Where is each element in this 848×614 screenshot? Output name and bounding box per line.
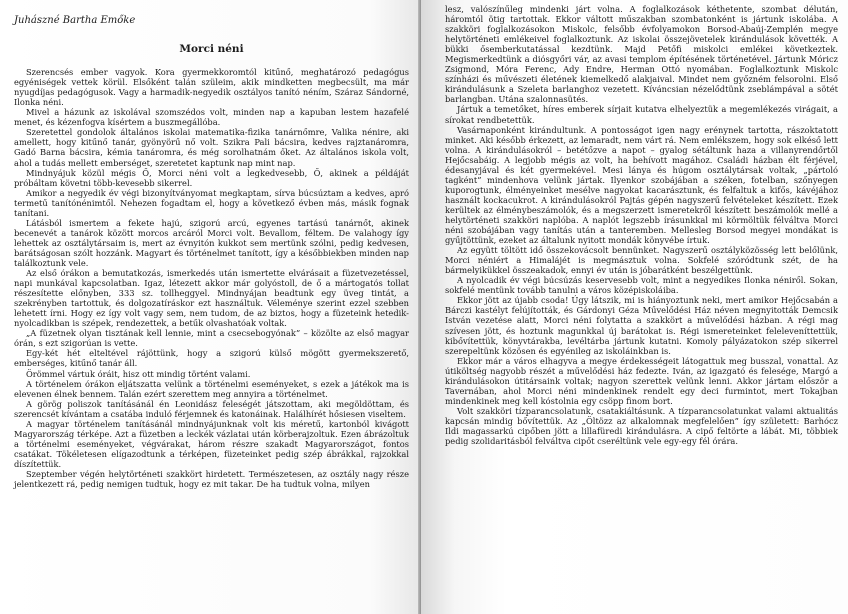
paragraph: A nyolcadik év végi búcsúzás keservesebb volt, mint a negyedikes Ilonka néniről. Sokan, sokfelé mentünk tovább tanulni a város középiskoláiba. (445, 275, 838, 296)
paragraph: „A füzetnek olyan tisztának kell lennie, mint a csecsebogyónak” – közölte az első magyar órán, s ezt szigorúan is vette. (14, 328, 409, 349)
paragraph: Szeretettel gondolok általános iskolai matematika-fizika tanárnőmre, Valika nénire, aki amellett, hogy kitűnő tanár, gyönyörű nő volt. Szikra Pali bácsira, kedves rajztanáromra, Gadó Barna bácsira, kémia tanáromra, és még sorolhatnám őket. Az általános iskola volt, ahol a tudás mellett emberséget, szeretetet kaptunk nap mint nap. (14, 127, 409, 168)
paragraph: Mivel a házunk az iskolával szomszédos volt, minden nap a kapuban lestem hazafelé menet, és kézenfogva kísértem a buszmegállóba. (14, 107, 409, 128)
paragraph: Látásból ismertem a fekete hajú, szigorú arcú, egyenes tartású tanárnőt, akinek becenevét a tanárok között morcos arcáról Morci volt. Bevallom, féltem. De valahogy így lehettek az osztálytársaim is, mert az évnyitón kukkot sem mertünk szólni, pedig kedvesen, barátságosan szólt hozzánk. Magyart és történelmet tanított, így a későbbiekben minden nap találkoztunk vele. (14, 217, 409, 268)
paragraph: Szeptember végén helytörténeti szakkört hirdetett. Természetesen, az osztály nagy része jelentkezett rá, pedig nemigen tudtuk, hogy ez mit takar. De ha tudtuk volna, milyen (14, 468, 409, 490)
running-head-author: Juhászné Bartha Emőke (14, 15, 136, 26)
paragraph-continued: lesz, valószínűleg mindenki járt volna. A foglalkozások kéthetente, szombat délután, háromtól ötig tartottak. Ekkor váltott műszakban szombatonként is jártunk iskolába. A szakköri foglalkozásokon Miskolc, felsőbb évfolyamokon Borsod-Abaúj-Zemplén megye helytörténeti emlékeivel foglalkoztunk. Az iskolai összejövetelek kirándulások követték. A bükki ősemberkutatással kezdtünk. Majd Petőfi miskolci emlékei következtek. Megismerkedtünk a diósgyőri vár, az avasi templom építésének történetével. Jártunk Móricz Zsigmond, Móra Ferenc, Ady Endre, Herman Ottó nyomában. Foglalkoztunk Miskolc színházi és művészeti életének kiemelkedő alakjaival. Mindet nem győzném felsorolni. Első kirándulásunk a Szeleta barlanghoz vezetett. Kíváncsian nézelődtünk zseblámpával a sötét barlangban. Utána szalonnasütés. (445, 4, 838, 105)
paragraph: A magyar történelem tanításánál mindnyájunknak volt kis méretű, kartonból kivágott Magyarország térképe. Azt a füzetben a leckék vázlatai után körberajzoltuk. Ezen ábrázoltuk a történelmi eseményeket, végvárakat, három részre szakadt Magyarországot, fontos csatákat. Tökéletesen elígazodtunk a térképen, füzeteinket pedig szép ábrákkal, rajzokkal díszítettük. (14, 418, 409, 469)
paragraph: Egy-két hét elteltével rájöttünk, hogy a szigorú külső mögött gyermekszerető, emberséges, kitűnő tanár áll. (14, 348, 409, 369)
paragraph: Volt szakköri tízparancsolatunk, csatakiáltásunk. A tízparancsolatunkat valami aktualitás kapcsán mindig bővítettük. Az „Öltözz az alkalomnak megfelelően” így született: Barhócz Ildi magassarkú cipőben jött a lillafüredi kirándulásra. A cipő feltörte a lábát. Mi, többiek pedig szolidaritásból felváltva cipőt cseréltünk vele egy-egy fél órára. (445, 405, 838, 447)
story-title: Morci néni (179, 43, 244, 56)
paragraph: Mindnyájuk közül mégis Ő, Morci néni volt a legkedvesebb, Ő, akinek a példáját próbáltam követni több-kevesebb sikerrel. (14, 167, 409, 188)
left-page (0, 0, 421, 614)
paragraph: Jártuk a temetőket, híres emberek sírjait kutatva elhelyeztük a megemlékezés virágait, a sírokat rendbetettük. (445, 104, 838, 125)
paragraph: A görög poliszok tanításánál én Leonidász feleségét játszottam, aki megöldöttam, és szerencsét kívántam a csatába induló férjemnek és katonáinak. Halálhírét hősiesen viseltem. (14, 398, 409, 419)
paragraph: Ekkor már a város elhagyva a megye érdekességeit látogattuk meg busszal, vonattal. Az útiköltség nagyobb részét a művelődési ház fedezte. Iván, az igazgató és felesége, Margó a kirándulásokon útitársaink voltak; nagyon szerettek velünk lenni. Akkor jártam először a Tavernában, ahol Morci néni mindenkinek rendelt egy deci furmintot, mert Tokajban mindenkinek meg kell kóstolnia egy csöpp finom bort. (445, 355, 838, 406)
right-page (421, 0, 848, 614)
paragraph: Az első órákon a bemutatkozás, ismerkedés után ismertette elvárásait a füzetvezetéssel, napi munkával kapcsolatban. Igaz, létezett akkor már golyóstoll, de ő a mártogatós tollat részesítette előnyben, 333 sz. tollheggyel. Mindnyájan beadtunk egy üveg tintát, a szekrényben tartottuk, és dolgozatíráskor ezt használtuk. Véleménye szerint ezzel szebben lehetett írni. Hogy ez így volt vagy sem, nem tudom, de az biztos, hogy a füzeteink hetedik-nyolcadikban is szépek, rendezettek, a betűk olvashatóak voltak. (14, 268, 409, 329)
paragraph: Szerencsés ember vagyok. Kora gyermekkoromtól kitűnő, meghatározó pedagógus egyéniségek vettek körül. Elsőként talán szüleim, akik mindketten megbecsült, ma már nyugdíjas pedagógusok. Vagy a harmadik-negyedik osztályos tanító néním, Száraz Sándorné, Ilonka néni. (14, 67, 409, 108)
paragraph: Amikor a negyedik év végi bizonyítványomat megkaptam, sírva búcsúztam a kedves, apró termetű tanítónénimtől. Nehezen fogadtam el, hogy a következő évben más, másik fognak tanítani. (14, 187, 409, 218)
paragraph: A történelem órákon eljátszatta velünk a történelmi eseményeket, s ezek a játékok ma is elevenen élnek bennem. Talán ezért szerettem meg annyira a történelmet. (14, 378, 409, 399)
paragraph: Ekkor jött az újabb csoda! Úgy látszik, mi is hiányoztunk neki, mert amikor Hejőcsabán a Bárczi kastélyt felújították, és Gárdonyi Géza Művelődési Ház néven megnyitották Demcsik István vezetése alatt, Morci néni folytatta a szakkört a művelődési házban. A régi mag szívesen jött, és hoztunk magunkkal új barátokat is. Régi ismereteinket feleleveníttettük, kibővítettük, könyvtárakba, levéltárba jártunk kutatni. Komoly pályázatokon szép sikerrel szerepeltünk közösen és egyénileg az iskoláinkban is. (445, 295, 838, 356)
paragraph: Vasárnaponként kirándultunk. A pontosságot igen nagy erénynek tartotta, rászoktatott minket. Aki később érkezett, az lemaradt, nem várt rá. Nem emlékszem, hogy sok elkéső lett volna. A kirándulásokról – betétőzve a napot – gyalog sétáltunk haza a villanyrendőrtől Hejőcsabáig. A legjobb mégis az volt, ha behívott magához. Családi házban élt férjével, édesanyjával és két gyermekével. Mesi lánya és húgom osztálytársak voltak, „pártoló tagként” mindenhova velünk jártak. Ilyenkor szobájában a széken, fotelban, szőnyegen kuporogtunk, élményeinket mesélve nagyokat kacarásztunk, és felfaltuk a kifős, kávéjához használt kockacukrot. A kirándulásokról Pajtás gépén nagyszerű felvételeket készített. Ezek kerültek az élménybeszámolók, és a megszerzett ismeretekről készített beszámolók mellé a helytörténeti szakköri naplóba. A naplót legszebb írásunkkal mi körmöltük félváltva Morci néni szobájában vagy tanítás után a tanteremben. Mellesleg Borsod megyei mondákat is gyűjtöttünk, ezeket az általunk nyitott mondák könyvébe írtuk. (445, 124, 838, 246)
paragraph: Örömmel vártuk óráit, hisz ott mindig történt valami. (26, 368, 251, 379)
paragraph: Az együtt töltött idő összekovácsolt bennünket. Nagyszerű osztályközösség lett belőlünk, Morci néniért a Himalájét is megmásztuk volna. Sokfelé szóródtunk szét, de ha bármelyikükkel összeakadok, ennyi év után is jóbarátként beszélgettünk. (445, 245, 838, 276)
